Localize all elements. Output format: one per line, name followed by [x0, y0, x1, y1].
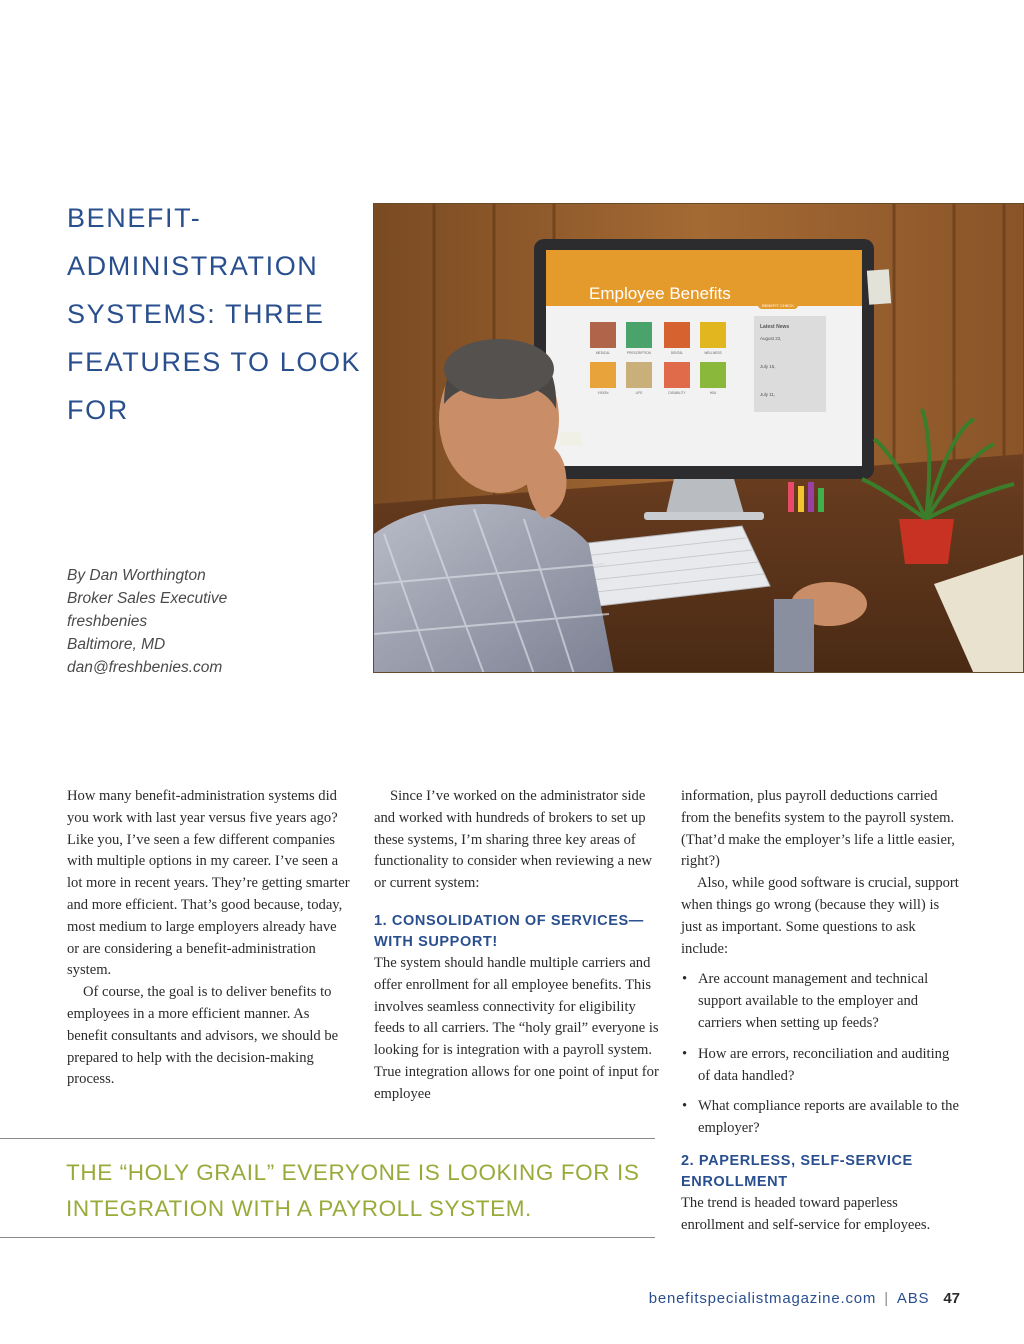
byline: [67, 564, 357, 679]
footer-separator: |: [884, 1290, 889, 1307]
svg-text:HSA: HSA: [709, 391, 717, 395]
paragraph: How many benefit-administration systems did you work with last year versus five years ago? Like you, I’ve seen a few different companies with multiple options in my career. I’ve seen a lot more in recent years. They’re getting smarter and more efficient. That’s good because, today, most medium to large employers already have or are considering a benefit-administration system.: [67, 788, 350, 979]
svg-text:MEDICAL: MEDICAL: [595, 351, 611, 355]
section-heading-1: 1. CONSOLIDATION OF SERVICES—WITH SUPPORT!: [374, 912, 644, 950]
news-heading: Latest News: [760, 324, 790, 330]
svg-text:DENTAL: DENTAL: [670, 351, 684, 355]
svg-text:August 22,: August 22,: [760, 336, 782, 341]
screen-button: BENEFIT CHECK: [762, 303, 794, 308]
author-company: freshbenies: [67, 613, 148, 630]
paragraph: Of course, the goal is to deliver benefits to employees in a more efficient manner. As benefit consultants and advisors, we should be prepared to help with the decision-making process.: [67, 984, 339, 1088]
list-item: • How are errors, reconciliation and auditing of data handled?: [681, 1044, 963, 1088]
svg-text:LIFE: LIFE: [635, 391, 643, 395]
screen-title: Employee Benefits: [589, 284, 731, 303]
column-2: [374, 786, 659, 1106]
pull-quote: [0, 1138, 655, 1238]
author-location: Baltimore, MD: [67, 636, 166, 653]
svg-text:July 15,: July 15,: [760, 364, 776, 369]
author-email: dan@freshbenies.com: [67, 659, 223, 676]
pull-quote-text: THE “HOLY GRAIL” EVERYONE IS LOOKING FOR IS INTEGRATION WITH A PAYROLL SYSTEM.: [66, 1160, 640, 1221]
section-heading-2: 2. PAPERLESS, SELF-SERVICE ENROLLMENT: [681, 1152, 913, 1190]
article-title: BENEFIT-ADMINISTRATION SYSTEMS: THREE FEATURES TO LOOK FOR: [67, 203, 362, 425]
paragraph: Since I’ve worked on the administrator side and worked with hundreds of brokers to set up these systems, I’m sharing three key areas of functionality to consider when reviewing a new or current system:: [374, 788, 653, 892]
svg-text:VISION: VISION: [597, 391, 609, 395]
article-photo: [373, 203, 1024, 673]
paragraph: Also, while good software is crucial, support when things go wrong (because they will) is just as important. Some questions to ask include:: [681, 875, 959, 957]
paragraph: information, plus payroll deductions carried from the benefits system to the payroll system. (That’d make the employer’s life a little easier, right?): [681, 788, 955, 870]
list-item: • What compliance reports are available to the employer?: [681, 1096, 963, 1140]
column-1: [67, 786, 352, 1091]
svg-text:July 11,: July 11,: [760, 392, 776, 397]
paragraph: The trend is headed toward paperless enrollment and self-service for employees.: [681, 1194, 931, 1233]
footer-site: benefitspecialistmagazine.com: [648, 1290, 877, 1307]
footer-publication: ABS: [896, 1290, 930, 1307]
question-list: [681, 969, 963, 1140]
svg-text:PRESCRIPTION: PRESCRIPTION: [627, 351, 651, 355]
author-name: By Dan Worthington: [67, 567, 206, 584]
list-item: • Are account management and technical support available to the employer and carriers when setting up feeds?: [681, 969, 963, 1034]
page-number: 47: [943, 1290, 960, 1307]
paragraph: The system should handle multiple carriers and offer enrollment for all employee benefits. This involves seamless connectivity for eligibility feeds to all carriers. The “holy grail” everyone is looking for is integration with a payroll system. True integration allows for one point of input for employee: [374, 954, 659, 1102]
svg-text:WELLNESS: WELLNESS: [704, 351, 722, 355]
svg-text:DISABILITY: DISABILITY: [668, 391, 686, 395]
author-role: Broker Sales Executive: [67, 590, 228, 607]
column-3: [681, 786, 963, 1237]
page-footer: [649, 1290, 960, 1307]
